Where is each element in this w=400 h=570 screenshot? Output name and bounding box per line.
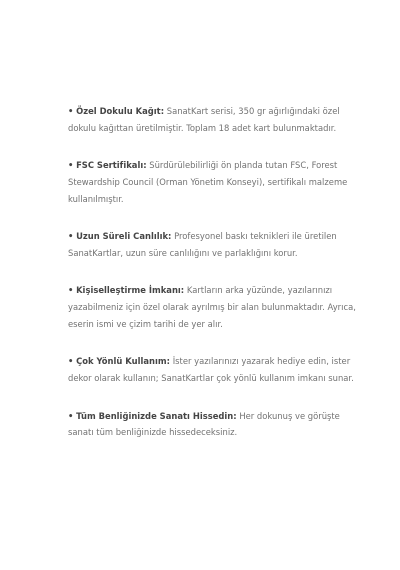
feature-title: Çok Yönlü Kullanım:: [76, 356, 171, 367]
feature-title: Uzun Süreli Canlılık:: [76, 231, 172, 242]
bullet: •: [68, 231, 74, 242]
feature-list: [68, 103, 358, 462]
feature-description: Kartların arka yüzünde, yazılarınızı yazabilmeniz için özel olarak ayrılmış bir alan bulunmaktadır. Ayrıca, eserin ismi ve çizim tarihi de yer alır.: [68, 285, 356, 329]
feature-item-ozel-dokulu-kagit: [68, 103, 358, 137]
feature-item-kisisellestirme-imkani: [68, 282, 358, 332]
feature-item-uzun-sureli-canlilik: [68, 228, 358, 262]
bullet: •: [68, 410, 74, 421]
feature-title: Tüm Benliğinizde Sanatı Hissedin:: [76, 410, 237, 421]
feature-item-fsc-sertifikali: [68, 157, 358, 207]
feature-title: Kişiselleştirme İmkanı:: [76, 285, 185, 296]
feature-description: Profesyonel baskı teknikleri ile üretilen SanatKartlar, uzun süre canlılığını ve parlaklığını korur.: [68, 231, 337, 258]
feature-title: FSC Sertifikalı:: [76, 160, 147, 171]
feature-description: Her dokunuş ve görüşte sanatı tüm benliğinizde hissedeceksiniz.: [68, 410, 340, 438]
bullet: •: [68, 160, 74, 171]
feature-description: Sürdürülebilirliği ön planda tutan FSC, Forest Stewardship Council (Orman Yönetim Konseyi), sertifikalı malzeme kullanılmıştır.: [68, 160, 348, 204]
feature-item-cok-yonlu-kullanim: [68, 353, 358, 387]
feature-title: Özel Dokulu Kağıt:: [76, 106, 165, 116]
feature-item-tum-benliginizde: [68, 408, 358, 442]
bullet: •: [68, 356, 74, 367]
feature-description: SanatKart serisi, 350 gr ağırlığındaki özel dokulu kağıttan üretilmiştir. Toplam 18 adet kart bulunmaktadır.: [68, 106, 340, 133]
bullet: •: [68, 106, 74, 116]
bullet: •: [68, 285, 74, 296]
feature-description: İster yazılarınızı yazarak hediye edin, ister dekor olarak kullanın; SanatKartlar çok yönlü kullanım imkanı sunar.: [68, 356, 354, 384]
